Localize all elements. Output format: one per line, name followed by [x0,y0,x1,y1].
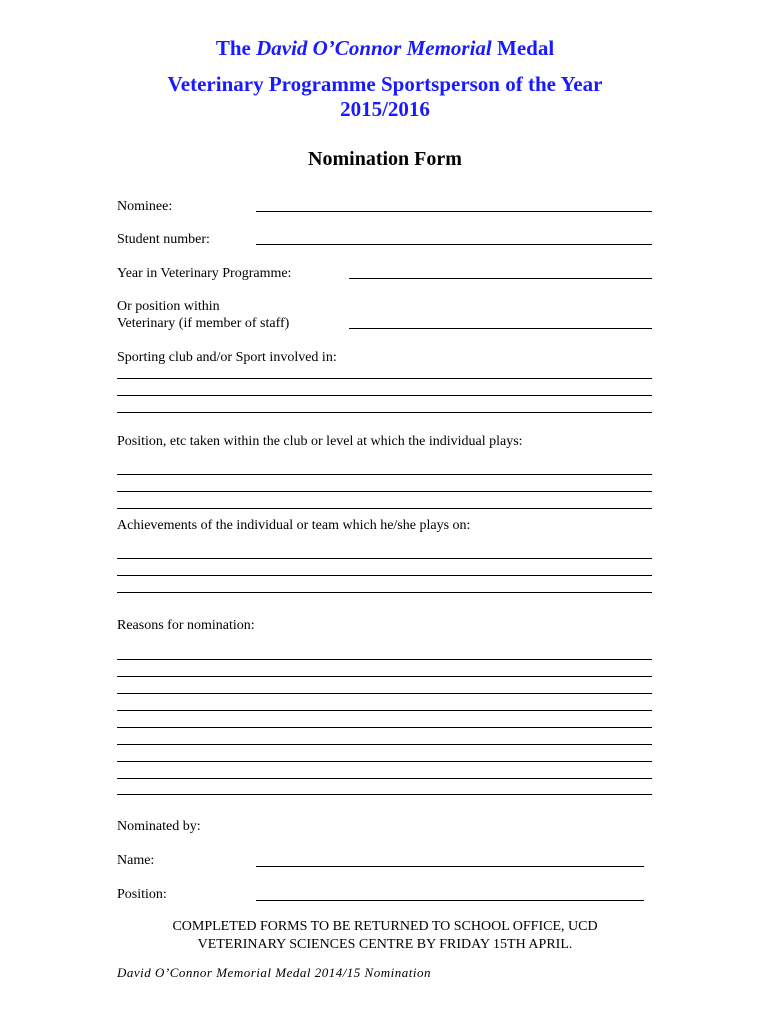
nominated-by-label: Nominated by: [117,819,201,834]
year-in-programme-label: Year in Veterinary Programme: [117,266,292,281]
nominee-label: Nominee: [117,199,173,214]
return-note-line1: COMPLETED FORMS TO BE RETURNED TO SCHOOL OFFICE, UCD [172,919,598,934]
reasons-line[interactable] [117,778,652,779]
year-in-programme-field[interactable] [349,278,652,279]
return-note-line2: VETERINARY SCIENCES CENTRE BY FRIDAY 15TH APRIL. [197,937,573,952]
medal-title [0,36,770,61]
nominator-name-field[interactable] [256,866,644,867]
nominator-position-label: Position: [117,887,167,902]
club-position-line[interactable] [117,474,652,475]
reasons-line[interactable] [117,710,652,711]
title-italic: David O’Connor Memorial [256,36,492,60]
staff-position-label-line2: Veterinary (if member of staff) [117,316,290,331]
club-position-label: Position, etc taken within the club or level at which the individual plays: [117,434,523,449]
page-footer: David O’Connor Memorial Medal 2014/15 Nomination [117,965,431,980]
reasons-line[interactable] [117,676,652,677]
title-prefix: The [215,36,257,60]
club-position-line[interactable] [117,508,652,509]
award-subtitle: Veterinary Programme Sportsperson of the Year [167,72,603,96]
title-suffix: Medal [491,36,555,60]
nominator-name-label: Name: [117,853,155,868]
sporting-club-line[interactable] [117,412,652,413]
form-title: Nomination Form [308,148,462,170]
achievements-label: Achievements of the individual or team which he/she plays on: [117,518,471,533]
sporting-club-label: Sporting club and/or Sport involved in: [117,350,337,365]
reasons-line[interactable] [117,659,652,660]
award-year: 2015/2016 [340,97,430,121]
staff-position-field[interactable] [349,328,652,329]
achievements-line[interactable] [117,558,652,559]
achievements-line[interactable] [117,592,652,593]
nominee-field[interactable] [256,211,652,212]
reasons-line[interactable] [117,761,652,762]
student-number-label: Student number: [117,232,210,247]
achievements-line[interactable] [117,575,652,576]
nominator-position-field[interactable] [256,900,644,901]
staff-position-label-line1: Or position within [117,299,220,314]
sporting-club-line[interactable] [117,395,652,396]
club-position-line[interactable] [117,491,652,492]
student-number-field[interactable] [256,244,652,245]
sporting-club-line[interactable] [117,378,652,379]
reasons-label: Reasons for nomination: [117,618,255,633]
reasons-line[interactable] [117,693,652,694]
reasons-line[interactable] [117,727,652,728]
reasons-line[interactable] [117,744,652,745]
reasons-line[interactable] [117,794,652,795]
